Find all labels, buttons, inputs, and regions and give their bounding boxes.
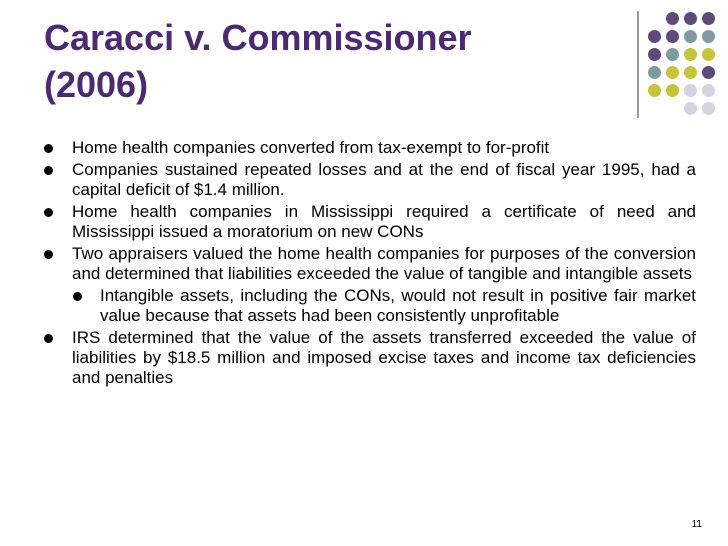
bullet-icon: [44, 334, 53, 343]
bullet-item-3: [44, 202, 696, 242]
decorative-dot: [648, 84, 661, 97]
decorative-dot: [666, 48, 679, 61]
decorative-dot: [648, 48, 661, 61]
decorative-dot: [666, 30, 679, 43]
decorative-dot-grid: [648, 12, 724, 120]
decorative-dot: [666, 12, 679, 25]
decorative-dot: [702, 84, 715, 97]
bullet-list: [44, 138, 696, 390]
decorative-dot: [684, 48, 697, 61]
decorative-dot: [648, 66, 661, 79]
decorative-dot: [684, 12, 697, 25]
title-line-1: Caracci v. Commissioner: [44, 17, 472, 58]
decorative-dot: [684, 66, 697, 79]
decorative-dot: [702, 48, 715, 61]
bullet-text: Home health companies in Mississippi required a certificate of need and Mississippi issued a moratorium on new CONs: [72, 202, 696, 241]
decorative-dot: [702, 12, 715, 25]
bullet-text: Two appraisers valued the home health companies for purposes of the conversion and determined that liabilities exceeded the value of tangible and intangible assets: [72, 244, 696, 283]
decorative-dot: [666, 66, 679, 79]
bullet-icon: [44, 208, 53, 217]
bullet-icon: [44, 144, 53, 153]
bullet-text: Home health companies converted from tax-exempt to for-profit: [72, 138, 550, 157]
decorative-dot: [648, 30, 661, 43]
slide-title: [44, 14, 604, 108]
bullet-item-4: [44, 244, 696, 284]
bullet-item-5: [44, 328, 696, 388]
bullet-icon: [44, 250, 53, 259]
page-number: 11: [691, 519, 702, 530]
decorative-dot: [702, 30, 715, 43]
bullet-text: IRS determined that the value of the assets transferred exceeded the value of liabilities by $18.5 million and imposed excise taxes and income tax deficiencies and penalties: [72, 328, 696, 387]
title-line-2: (2006): [44, 64, 149, 105]
bullet-item-2: [44, 160, 696, 200]
decorative-dot: [702, 102, 715, 115]
decorative-dot: [702, 66, 715, 79]
sub-bullet-icon: [73, 292, 82, 301]
bullet-icon: [44, 166, 53, 175]
decorative-dot: [666, 84, 679, 97]
bullet-item-1: [44, 138, 696, 158]
sub-bullet-item-1: [44, 286, 696, 326]
decorative-divider: [637, 11, 639, 118]
decorative-dot: [684, 30, 697, 43]
decorative-dot: [684, 84, 697, 97]
bullet-text: Companies sustained repeated losses and at the end of fiscal year 1995, had a capital deficit of $1.4 million.: [72, 160, 696, 199]
decorative-dot: [684, 102, 697, 115]
sub-bullet-text: Intangible assets, including the CONs, would not result in positive fair market value because that assets had been consistently unprofitable: [100, 286, 696, 325]
